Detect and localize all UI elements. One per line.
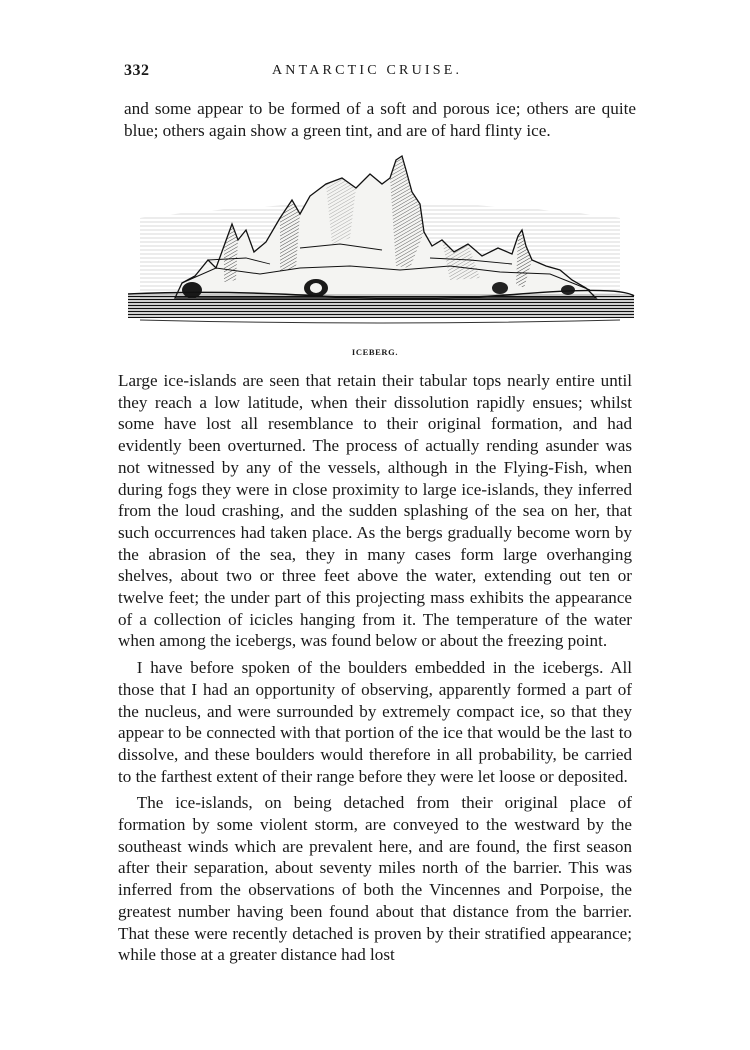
ice-cave	[492, 282, 508, 294]
continued-text	[124, 98, 636, 142]
iceberg-illustration	[120, 148, 640, 338]
paragraph: Large ice-islands are seen that retain their tabular tops nearly entire until they reach a low latitude, when their dissolution rapidly ensues; whilst some have lost all resemblance to their original formation, and had evidently been overturned. The process of actually rending asunder was not witnessed by any of the vessels, although in the Flying-Fish, when during fogs they were in close proximity to large ice-islands, they inferred from the loud crashing, and the sudden splashing of the sea on her, that such occurrences had taken place. As the bergs gradually become worn by the abrasion of the sea, they in many cases form large overhanging shelves, about two or three feet above the water, extending out ten or twelve feet; the under part of this projecting mass exhibits the appearance of a collection of icicles hanging from it. The temperature of the water when among the icebergs, was found below or about the freezing point.	[118, 371, 632, 651]
iceberg-engraving	[120, 148, 640, 338]
figure-caption: ICEBERG.	[351, 347, 399, 357]
main-text	[118, 370, 632, 966]
sea	[128, 294, 634, 318]
ice-cave	[561, 285, 575, 295]
paragraph: The ice-islands, on being detached from their original place of formation by some violent storm, are conveyed to the westward by the southeast winds which are prevalent here, and are found, the first season after their separation, about seventy miles north of the barrier. This was inferred from the observations of both the Vincennes and Porpoise, the greatest number having been found about that distance from the barrier. That these were recently detached is proven by their stratified appearance; while those at a greater distance had lost	[118, 793, 632, 965]
paragraph: I have before spoken of the boulders embedded in the icebergs. All those that I had an opportunity of observing, apparently formed a part of the nucleus, and were surrounded by extremely compact ice, so that they appear to be connected with that portion of the ice that would be the last to dissolve, and these boulders would therefore in all probability, be carried to the farthest extent of their range before they were let loose or deposited.	[118, 658, 632, 786]
running-title: ANTARCTIC CRUISE.	[272, 63, 463, 78]
page-number: 332	[124, 62, 150, 79]
continued-paragraph: and some appear to be formed of a soft and porous ice; others are quite blue; others again show a green tint, and are of hard flinty ice.	[124, 99, 636, 140]
